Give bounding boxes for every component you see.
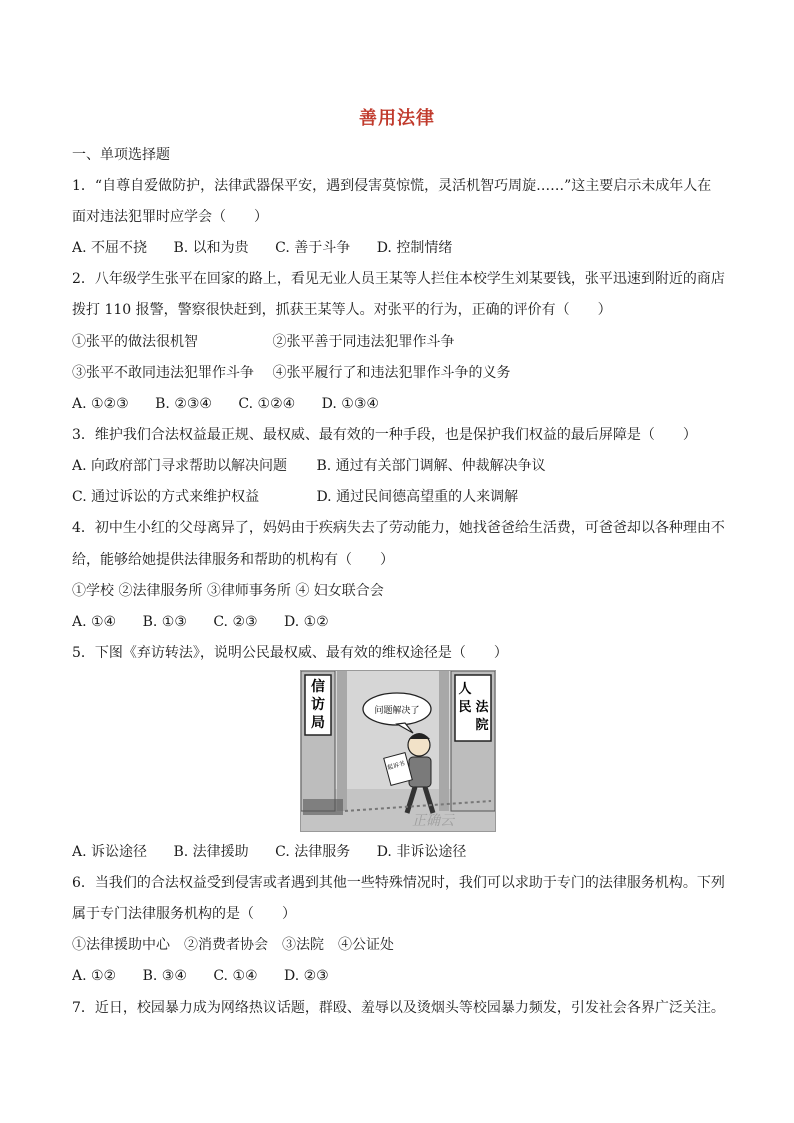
q2-option-a[interactable]: A. ①②③ xyxy=(72,396,129,412)
q1-stem-line2: 面对违法犯罪时应学会（ ） xyxy=(72,209,268,225)
q3-stem: 3．维护我们合法权益最正规、最权威、最有效的一种手段，也是保护我们权益的最后屏障是（ ） xyxy=(72,427,697,443)
q4-statements: ①学校 ②法律服务所 ③律师事务所 ④ 妇女联合会 xyxy=(72,583,384,599)
q5-option-d[interactable]: D. 非诉讼途径 xyxy=(376,844,467,860)
q2-statement-1: ①张平的做法很机智 xyxy=(72,334,198,350)
q6-option-a[interactable]: A. ①② xyxy=(72,968,117,984)
bubble-text: 问题解决了 xyxy=(374,706,420,716)
q4-option-a[interactable]: A. ①④ xyxy=(72,614,117,630)
q1-option-c[interactable]: C. 善于斗争 xyxy=(275,240,351,256)
q2-options xyxy=(72,394,732,414)
sign-left-char-1: 信 xyxy=(311,679,325,695)
q2-stem-line2: 拨打 110 报警，警察很快赶到，抓获王某等人。对张平的行为，正确的评价有（ ） xyxy=(72,302,612,318)
q6-statements: ①法律援助中心 ②消费者协会 ③法院 ④公证处 xyxy=(72,937,394,953)
q4-options xyxy=(72,612,732,632)
q2-option-d[interactable]: D. ①③④ xyxy=(321,396,379,412)
sign-left-char-2: 访 xyxy=(311,697,325,713)
q4-option-b[interactable]: B. ①③ xyxy=(142,614,187,630)
q3-option-d[interactable]: D. 通过民间德高望重的人来调解 xyxy=(316,489,519,505)
q4-option-d[interactable]: D. ①② xyxy=(284,614,329,630)
q2-statements-line2 xyxy=(72,363,732,383)
sign-left-char-3: 局 xyxy=(311,715,325,731)
q4-option-c[interactable]: C. ②③ xyxy=(213,614,258,630)
q4-stem-line2: 给，能够给她提供法律服务和帮助的机构有（ ） xyxy=(72,552,394,568)
q7-stem: 7．近日，校园暴力成为网络热议话题，群殴、羞辱以及烫烟头等校园暴力频发，引发社会各界广泛关注。 xyxy=(72,1000,725,1016)
q5-cartoon-figure xyxy=(300,670,496,832)
q1-option-a[interactable]: A. 不屈不挠 xyxy=(72,240,148,256)
q1-options xyxy=(72,238,732,258)
q6-option-c[interactable]: C. ①④ xyxy=(213,968,258,984)
q2-statement-2: ②张平善于同违法犯罪作斗争 xyxy=(272,334,455,350)
q2-option-c[interactable]: C. ①②④ xyxy=(238,396,296,412)
q3-option-c[interactable]: C. 通过诉讼的方式来维护权益 xyxy=(72,489,260,505)
q4-stem-line1: 4．初中生小红的父母离异了，妈妈由于疾病失去了劳动能力，她找爸爸给生活费，可爸爸却以各种理由不 xyxy=(72,520,725,536)
q5-options xyxy=(72,842,732,862)
q5-option-a[interactable]: A. 诉讼途径 xyxy=(72,844,148,860)
q6-stem-line2: 属于专门法律服务机构的是（ ） xyxy=(72,906,296,922)
q6-stem-line1: 6．当我们的合法权益受到侵害或者遇到其他一些特殊情况时，我们可以求助于专门的法律服务机构。下列 xyxy=(72,875,725,891)
sign-right-char-4: 院 xyxy=(475,718,489,733)
q5-stem: 5．下图《弃访转法》，说明公民最权威、最有效的维权途径是（ ） xyxy=(72,645,508,661)
page-title: 善用法律 xyxy=(359,108,435,129)
q2-stem-line1: 2．八年级学生张平在回家的路上，看见无业人员王某等人拦住本校学生刘某要钱，张平迅速到附近的商店 xyxy=(72,271,725,287)
watermark-text: 正确云 xyxy=(412,813,454,829)
sign-right-char-1: 人 xyxy=(458,682,472,697)
q5-option-b[interactable]: B. 法律援助 xyxy=(173,844,249,860)
q5-cartoon-svg xyxy=(301,671,495,831)
q3-option-a[interactable]: A. 向政府部门寻求帮助以解决问题 xyxy=(72,458,288,474)
q3-options-line2 xyxy=(72,487,732,507)
q2-statements-line1 xyxy=(72,332,732,352)
q1-stem-line1: 1．“自尊自爱做防护，法律武器保平安，遇到侵害莫惊慌，灵活机智巧周旋……”这主要启示未成年人在 xyxy=(72,178,712,194)
section-heading: 一、单项选择题 xyxy=(72,147,170,163)
q6-options xyxy=(72,966,732,986)
sign-right-char-2: 民 xyxy=(458,700,472,715)
q6-option-d[interactable]: D. ②③ xyxy=(284,968,329,984)
q6-option-b[interactable]: B. ③④ xyxy=(142,968,187,984)
q3-option-b[interactable]: B. 通过有关部门调解、仲裁解决争议 xyxy=(316,458,546,474)
q1-option-d[interactable]: D. 控制情绪 xyxy=(376,240,453,256)
q1-option-b[interactable]: B. 以和为贵 xyxy=(173,240,249,256)
q2-statement-3: ③张平不敢同违法犯罪作斗争 xyxy=(72,365,254,381)
q3-options-line1 xyxy=(72,456,732,476)
paper-text: 起诉书 xyxy=(386,760,406,772)
q2-statement-4: ④张平履行了和违法犯罪作斗争的义务 xyxy=(272,365,511,381)
q2-option-b[interactable]: B. ②③④ xyxy=(155,396,212,412)
q5-option-c[interactable]: C. 法律服务 xyxy=(275,844,351,860)
sign-right-char-3: 法 xyxy=(475,700,489,715)
